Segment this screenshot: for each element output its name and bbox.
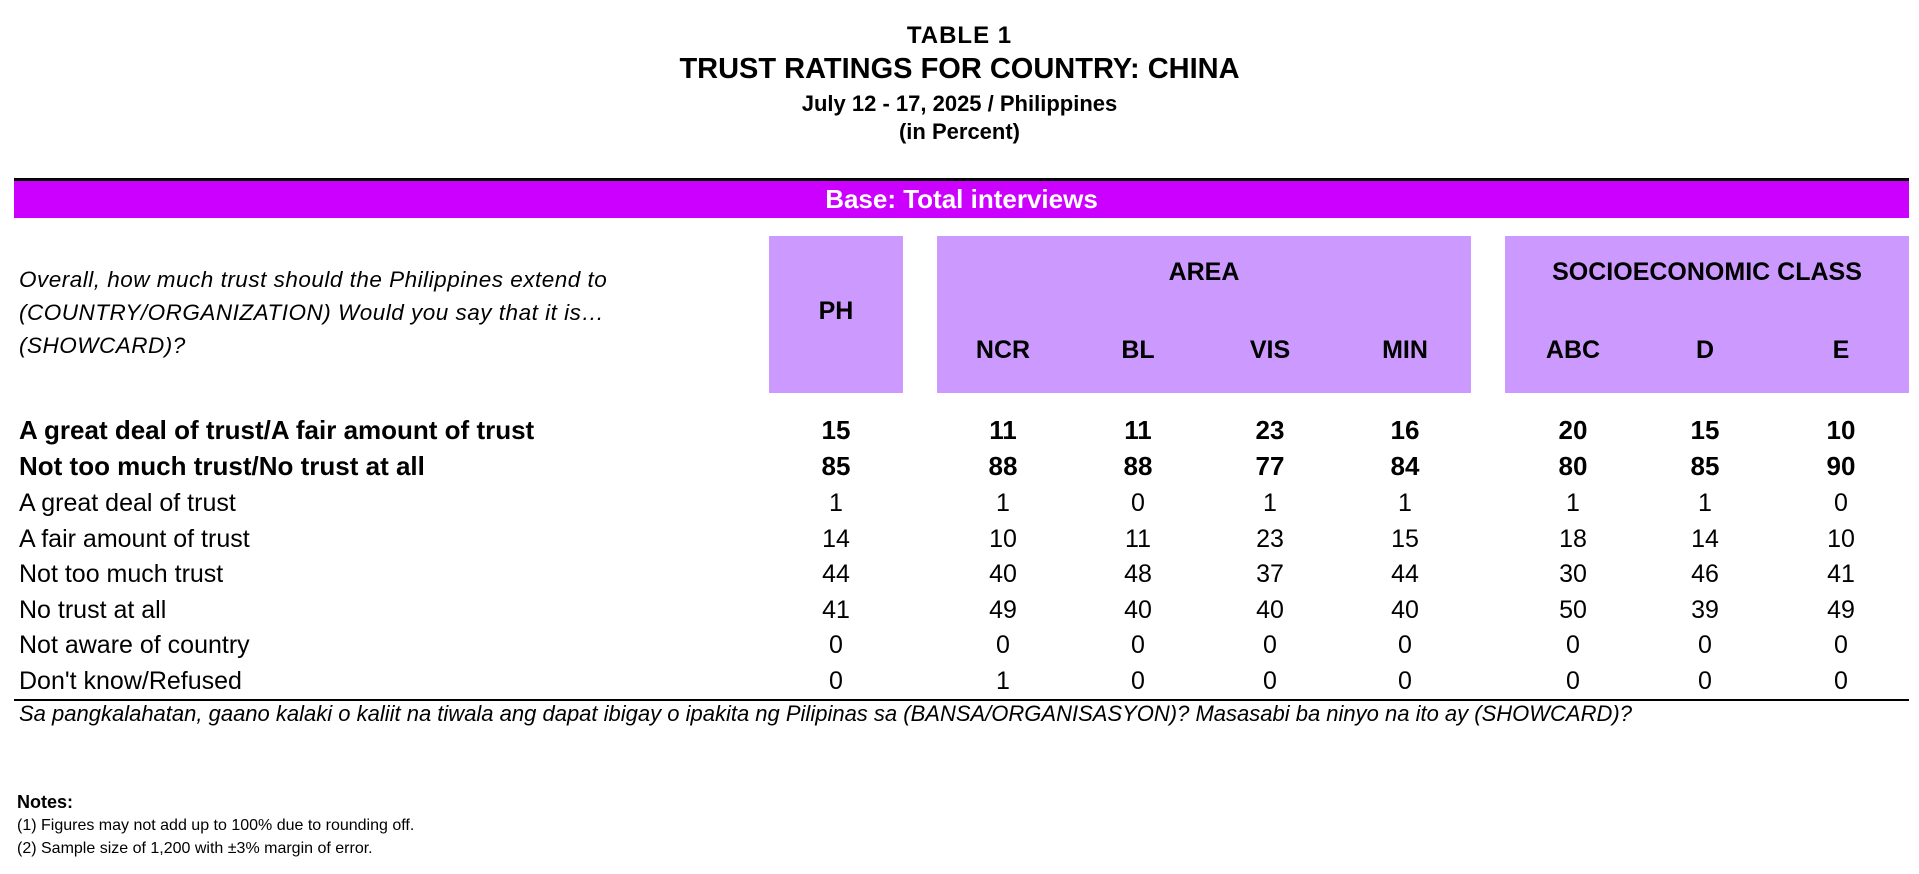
area-group-header: AREA bbox=[1168, 258, 1240, 286]
table-cell: 88 bbox=[1123, 451, 1153, 481]
table-cell: 0 bbox=[1834, 489, 1848, 517]
row-label: Don't know/Refused bbox=[19, 667, 242, 695]
table-cell: 40 bbox=[1124, 596, 1152, 624]
table-cell: 1 bbox=[1698, 489, 1712, 517]
row-label: Not too much trust bbox=[19, 560, 224, 588]
table-cell: 18 bbox=[1559, 525, 1587, 553]
tagalog-question: Sa pangkalahatan, gaano kalaki o kaliit na tiwala ang dapat ibigay o ipakita ng Pilipinas sa (BANSA/ORGANISASYON)? Masasabi ba ninyo na ito ay (SHOWCARD)? bbox=[19, 701, 1632, 726]
table-cell: 37 bbox=[1256, 560, 1284, 588]
table-cell: 1 bbox=[1263, 489, 1277, 517]
table-cell: 49 bbox=[989, 596, 1017, 624]
table-cell: 41 bbox=[822, 596, 850, 624]
table-cell: 10 bbox=[1827, 525, 1855, 553]
table-cell: 23 bbox=[1255, 415, 1285, 445]
note-item: (1) Figures may not add up to 100% due to rounding off. bbox=[17, 817, 415, 834]
table-cell: 11 bbox=[1125, 525, 1151, 553]
row-label: A great deal of trust bbox=[19, 489, 236, 517]
col-header-d: D bbox=[1695, 336, 1715, 364]
row-label: A great deal of trust/A fair amount of trust bbox=[19, 415, 535, 445]
table-cell: 0 bbox=[1834, 667, 1848, 695]
table-cell: 44 bbox=[822, 560, 850, 588]
table-cell: 15 bbox=[1690, 415, 1720, 445]
table-cell: 0 bbox=[1566, 667, 1580, 695]
table-cell: 1 bbox=[1398, 489, 1412, 517]
table-cell: 15 bbox=[821, 415, 851, 445]
table-cell: 84 bbox=[1390, 451, 1420, 481]
table-cell: 0 bbox=[1131, 667, 1145, 695]
table-cell: 16 bbox=[1390, 415, 1420, 445]
row-label: Not too much trust/No trust at all bbox=[19, 451, 425, 481]
table-row bbox=[0, 485, 1919, 521]
ph-column-header: PH bbox=[818, 297, 854, 325]
table-cell: 0 bbox=[1834, 631, 1848, 659]
table-cell: 0 bbox=[1131, 489, 1145, 517]
table-cell: 88 bbox=[988, 451, 1018, 481]
col-header-abc: ABC bbox=[1545, 336, 1601, 364]
col-header-bl: BL bbox=[1121, 336, 1155, 364]
table-cell: 0 bbox=[1131, 631, 1145, 659]
base-banner: Base: Total interviews bbox=[14, 181, 1909, 218]
table-row bbox=[0, 448, 1919, 484]
col-header-min: MIN bbox=[1382, 336, 1428, 364]
table-cell: 44 bbox=[1391, 560, 1419, 588]
question-text: Overall, how much trust should the Philippines extend to (COUNTRY/ORGANIZATION) Would you say that it is…(SHOWCARD)? bbox=[19, 267, 608, 358]
table-cell: 0 bbox=[1398, 631, 1412, 659]
table-cell: 39 bbox=[1691, 596, 1719, 624]
table-cell: 77 bbox=[1255, 451, 1285, 481]
col-header-vis: VIS bbox=[1249, 336, 1291, 364]
table-cell: 0 bbox=[996, 631, 1010, 659]
table-label: TABLE 1 bbox=[906, 22, 1013, 49]
table-cell: 0 bbox=[829, 667, 843, 695]
notes-title: Notes: bbox=[17, 792, 74, 812]
table-cell: 0 bbox=[1698, 667, 1712, 695]
row-label: No trust at all bbox=[19, 596, 167, 624]
table-cell: 0 bbox=[829, 631, 843, 659]
table-cell: 46 bbox=[1691, 560, 1719, 588]
table-cell: 11 bbox=[1124, 415, 1152, 445]
table-unit: (in Percent) bbox=[898, 119, 1021, 144]
table-row bbox=[0, 556, 1919, 592]
note-item: (2) Sample size of 1,200 with ±3% margin of error. bbox=[17, 840, 373, 857]
table-cell: 23 bbox=[1256, 525, 1284, 553]
table-row bbox=[0, 592, 1919, 628]
table-cell: 14 bbox=[822, 525, 850, 553]
table-cell: 1 bbox=[996, 667, 1010, 695]
table-row bbox=[0, 521, 1919, 557]
table-cell: 49 bbox=[1827, 596, 1855, 624]
table-cell: 30 bbox=[1559, 560, 1587, 588]
col-header-ncr: NCR bbox=[975, 336, 1031, 364]
table-row bbox=[0, 627, 1919, 663]
table-cell: 0 bbox=[1398, 667, 1412, 695]
col-header-e: E bbox=[1832, 336, 1850, 364]
table-row bbox=[0, 663, 1919, 699]
table-cell: 0 bbox=[1566, 631, 1580, 659]
table-cell: 1 bbox=[829, 489, 843, 517]
table-cell: 14 bbox=[1691, 525, 1719, 553]
table-cell: 41 bbox=[1827, 560, 1855, 588]
socio-group-header: SOCIOECONOMIC CLASS bbox=[1552, 258, 1862, 286]
table-cell: 40 bbox=[989, 560, 1017, 588]
table-cell: 0 bbox=[1698, 631, 1712, 659]
table-cell: 1 bbox=[1566, 489, 1580, 517]
table-cell: 1 bbox=[996, 489, 1010, 517]
table-cell: 11 bbox=[989, 415, 1017, 445]
table-cell: 40 bbox=[1256, 596, 1284, 624]
table-cell: 20 bbox=[1558, 415, 1588, 445]
table-cell: 0 bbox=[1263, 631, 1277, 659]
table-cell: 50 bbox=[1559, 596, 1587, 624]
table-cell: 85 bbox=[1690, 451, 1720, 481]
row-label: A fair amount of trust bbox=[19, 525, 250, 553]
table-title: TRUST RATINGS FOR COUNTRY: CHINA bbox=[679, 53, 1240, 85]
table-cell: 90 bbox=[1826, 451, 1856, 481]
table-cell: 48 bbox=[1124, 560, 1152, 588]
table-cell: 80 bbox=[1558, 451, 1588, 481]
table-row bbox=[0, 412, 1919, 448]
table-cell: 10 bbox=[1826, 415, 1856, 445]
table-subtitle: July 12 - 17, 2025 / Philippines bbox=[801, 91, 1118, 116]
table-cell: 0 bbox=[1263, 667, 1277, 695]
row-label: Not aware of country bbox=[19, 631, 250, 659]
table-cell: 15 bbox=[1391, 525, 1419, 553]
table-cell: 85 bbox=[821, 451, 851, 481]
table-cell: 10 bbox=[989, 525, 1017, 553]
table-cell: 40 bbox=[1391, 596, 1419, 624]
